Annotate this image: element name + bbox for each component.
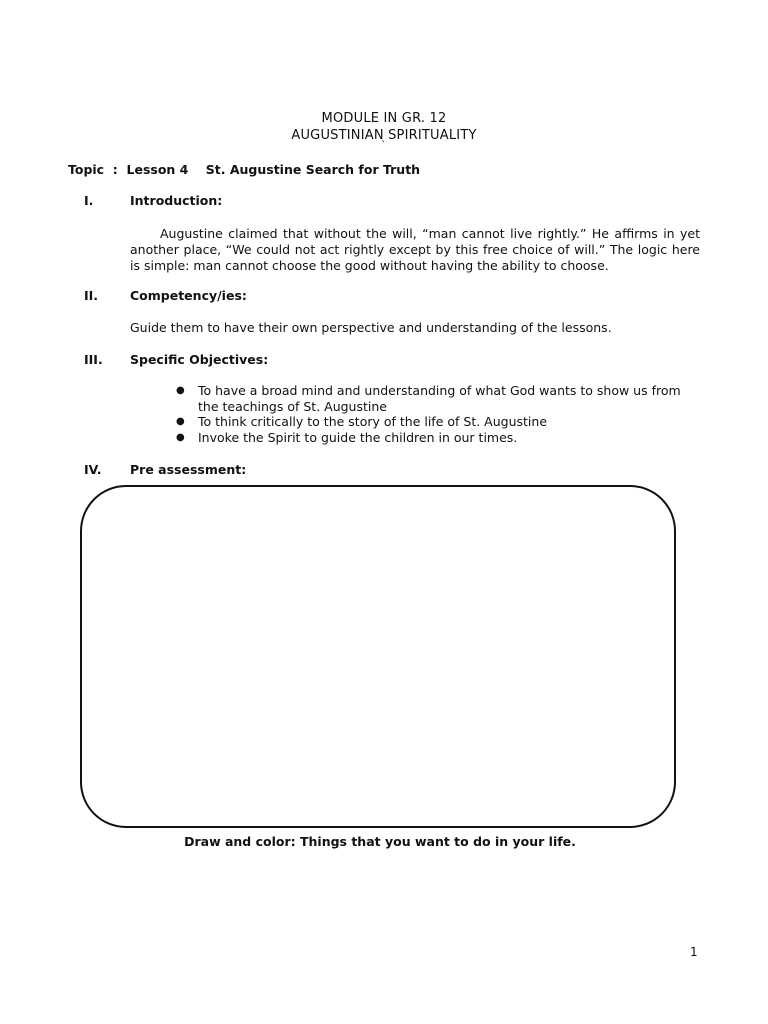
- topic-line: Topic : Lesson 4 St. Augustine Search for Truth: [68, 162, 421, 177]
- objectives-list: [176, 383, 700, 445]
- section-number-introduction: I.: [84, 193, 94, 208]
- competency-paragraph: Guide them to have their own perspective and understanding of the lessons.: [130, 320, 612, 335]
- objective-item: ● To have a broad mind and understanding of what God wants to show us from the teachings of St. Augustine: [176, 383, 700, 414]
- introduction-paragraph: Augustine claimed that without the will, “man cannot live rightly.” He affirms in yet another place, “We could not act rightly except by this free choice of will.” The logic here is simple: man cannot choose the good without having the ability to choose.: [130, 226, 700, 273]
- subject-title: AUGUSTINIAN SPIRITUALITY: [291, 128, 477, 143]
- drawing-box: [80, 485, 676, 828]
- section-heading-objectives: Specific Objectives:: [130, 352, 269, 367]
- objective-item: ● To think critically to the story of the life of St. Augustine: [176, 414, 700, 430]
- section-number-objectives: III.: [84, 352, 103, 367]
- drawing-caption: Draw and color: Things that you want to do in your life.: [184, 834, 576, 849]
- section-heading-introduction: Introduction:: [130, 193, 223, 208]
- stray-mark: `: [381, 140, 386, 151]
- section-number-competency: II.: [84, 288, 99, 303]
- module-title: MODULE IN GR. 12: [321, 111, 447, 126]
- objective-item: ● Invoke the Spirit to guide the children in our times.: [176, 430, 700, 446]
- section-heading-competency: Competency/ies:: [130, 288, 247, 303]
- section-number-pre-assessment: IV.: [84, 462, 102, 477]
- section-heading-pre-assessment: Pre assessment:: [130, 462, 247, 477]
- page-number: 1: [690, 945, 698, 959]
